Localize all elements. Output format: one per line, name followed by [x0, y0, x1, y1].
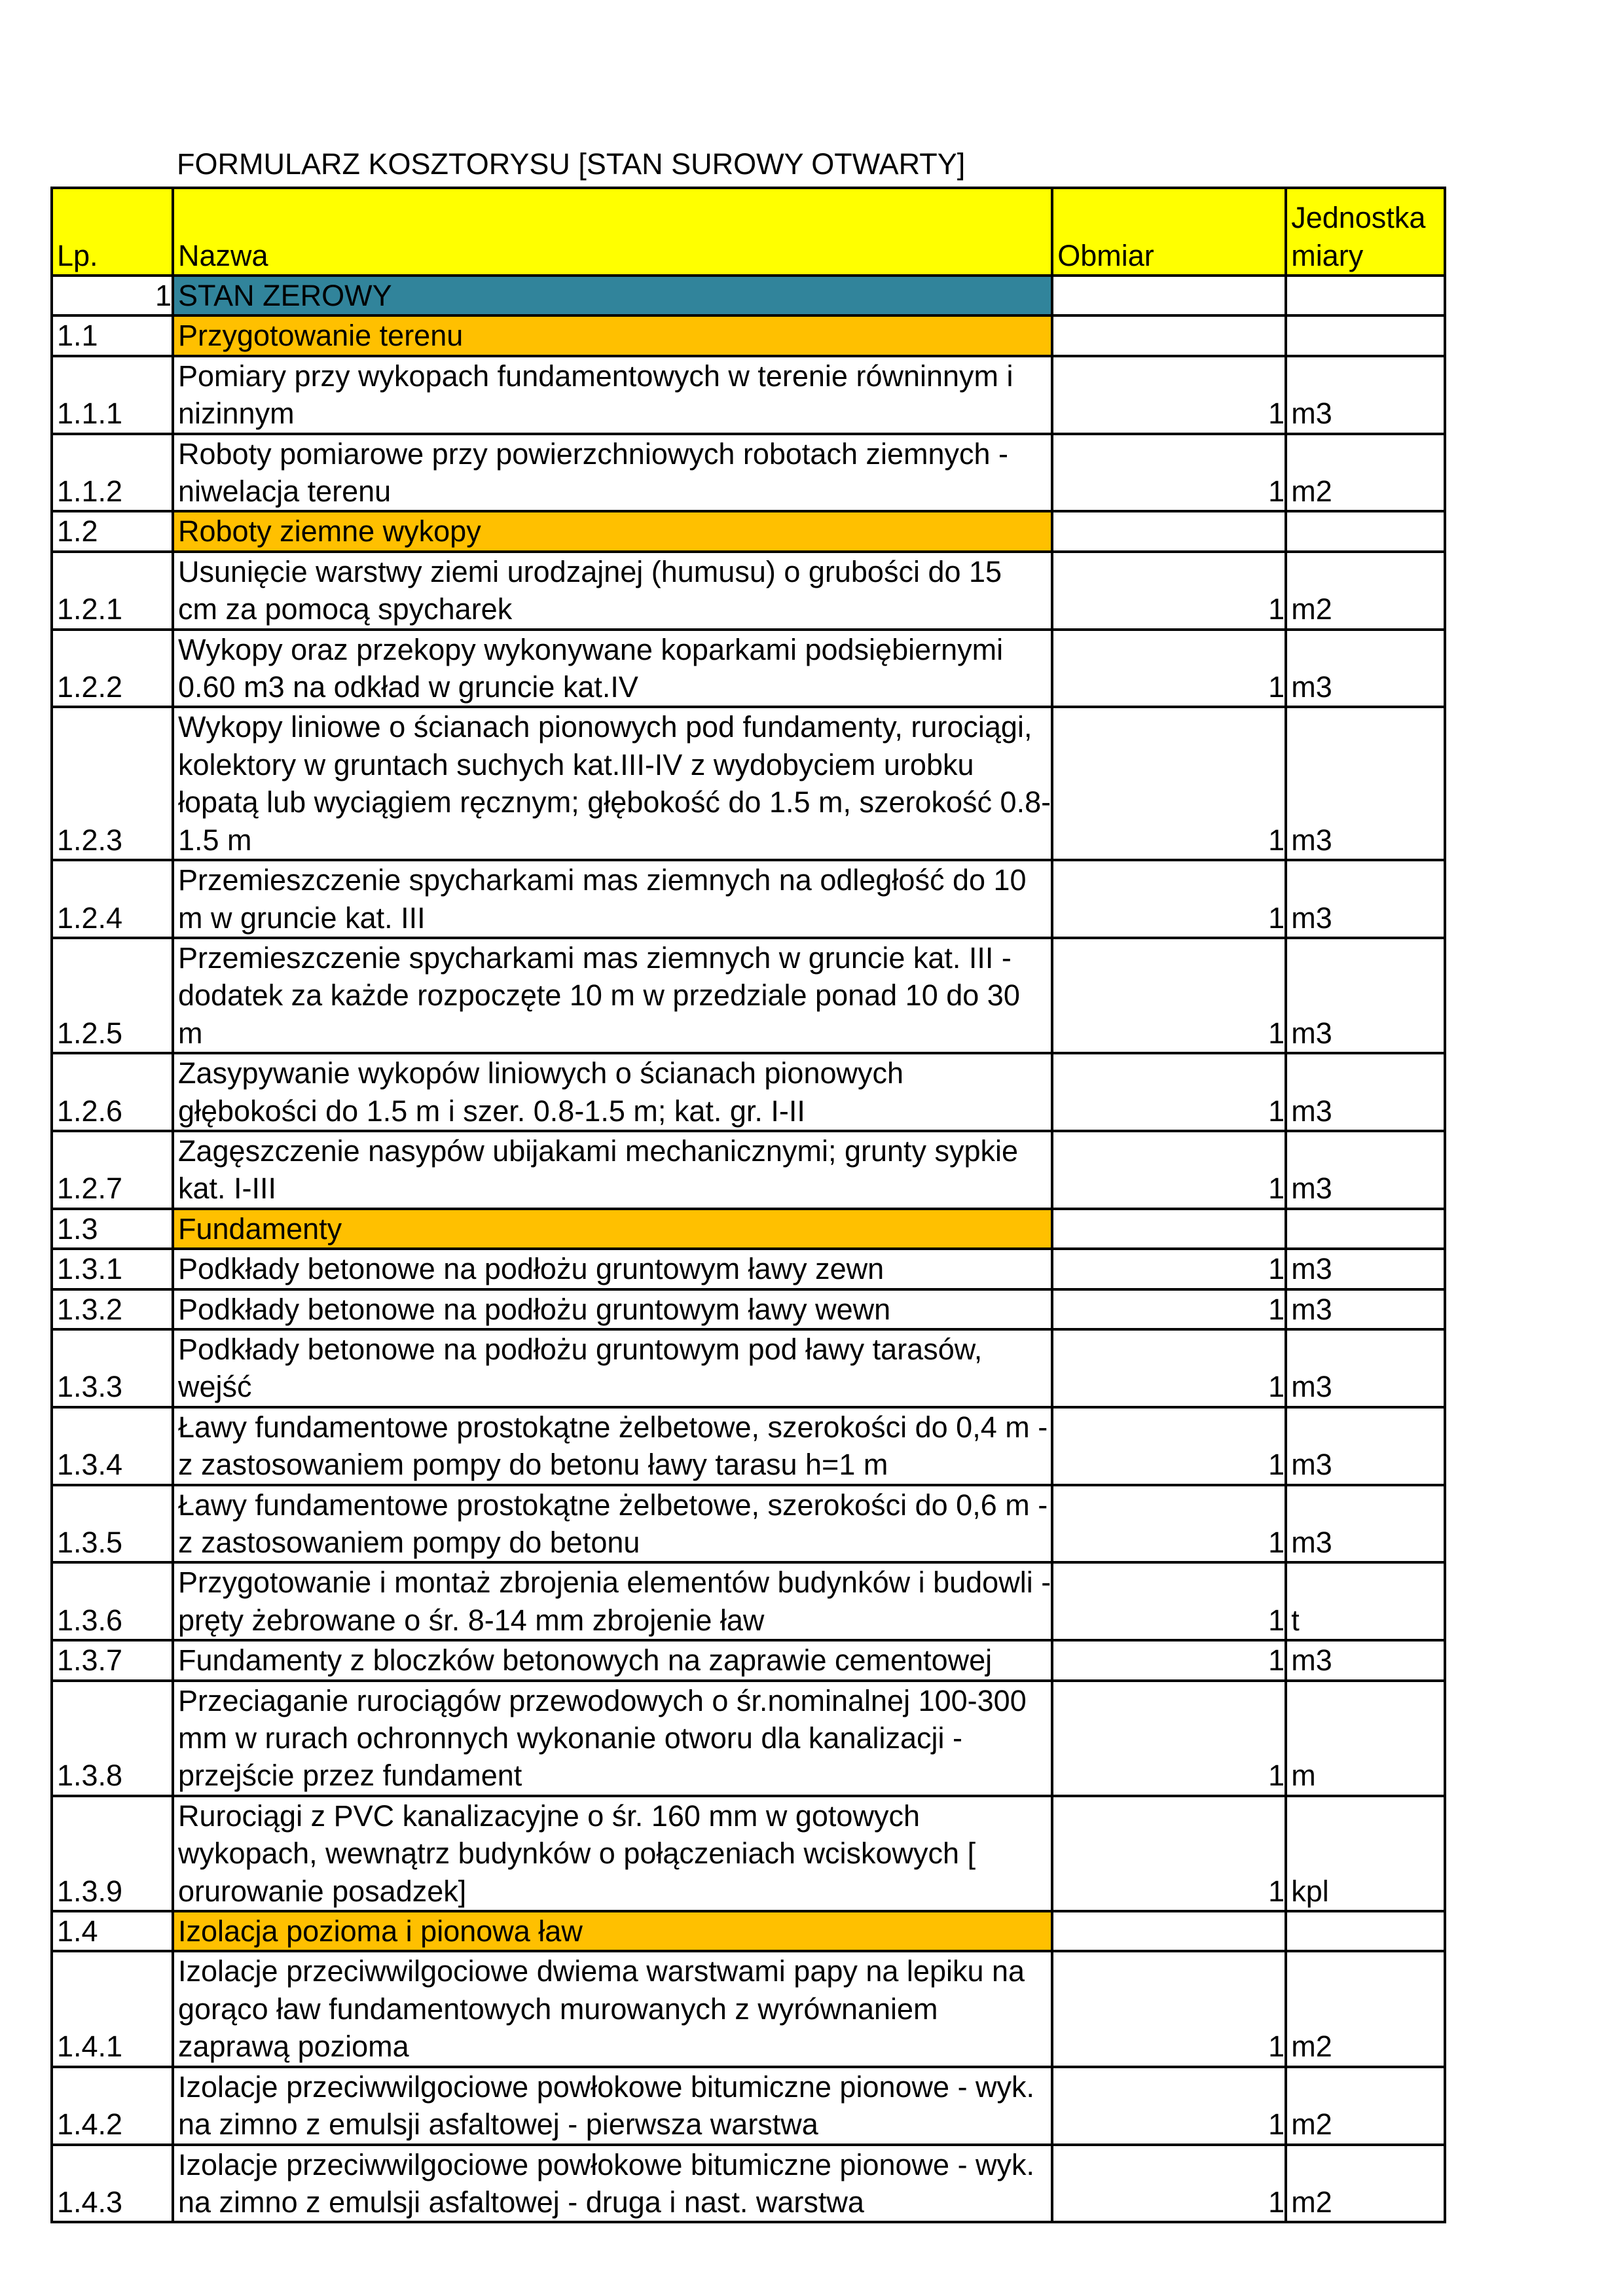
cell-name	[173, 511, 1052, 551]
cell-name	[173, 1681, 1052, 1796]
cell-obmiar: 1	[1052, 707, 1286, 860]
cell-unit: m3	[1286, 1053, 1445, 1131]
document-title: FORMULARZ KOSZTORYSU [STAN SUROWY OTWARTY]	[177, 147, 966, 181]
subsection-row	[52, 511, 1445, 551]
cell-lp: 1.4	[52, 1911, 173, 1951]
subsection-row	[52, 1911, 1445, 1951]
cell-name-line: na zimno z emulsji asfaltowej - pierwsza warstwa	[178, 2108, 818, 2142]
cell-name-line: 1.5 m	[178, 823, 252, 857]
table-row	[52, 1640, 1445, 1680]
cell-name-line: Izolacje przeciwwilgociowe powłokowe bitumiczne pionowe - wyk.	[178, 2147, 1035, 2181]
cell-name	[173, 1053, 1052, 1131]
table-row	[52, 1485, 1445, 1563]
cell-name-line: przejście przez fundament	[178, 1759, 522, 1793]
cell-unit: m2	[1286, 2145, 1445, 2223]
cell-lp: 1.2.4	[52, 860, 173, 938]
cell-name	[173, 1640, 1052, 1680]
cell-name-line: Izolacje przeciwwilgociowe dwiema warstwami papy na lepiku na	[178, 1954, 1025, 1988]
table-row	[52, 552, 1445, 630]
cell-name-line: łopatą lub wyciągiem ręcznym; głębokość do 1.5 m, szerokość 0.8-	[178, 785, 1051, 819]
cell-name-line: Przemieszczenie spycharkami mas ziemnych na odległość do 10	[178, 863, 1027, 897]
cell-name-line: głębokości do 1.5 m i szer. 0.8-1.5 m; kat. gr. I-II	[178, 1094, 805, 1128]
cell-name-line: m	[178, 1016, 203, 1050]
cell-name	[173, 1562, 1052, 1640]
cell-name	[173, 938, 1052, 1053]
cell-unit: m3	[1286, 707, 1445, 860]
cell-lp: 1.3.4	[52, 1407, 173, 1485]
cell-obmiar: 1	[1052, 434, 1286, 512]
cell-name	[173, 276, 1052, 315]
cell-name-line: Zagęszczenie nasypów ubijakami mechanicznymi; grunty sypkie	[178, 1134, 1019, 1168]
cell-name-line: kolektory w gruntach suchych kat.III-IV z wydobyciem urobku	[178, 747, 974, 781]
cell-name-line: na zimno z emulsji asfaltowej - druga i nast. warstwa	[178, 2185, 864, 2219]
cell-name-line: Pomiary przy wykopach fundamentowych w terenie równinnym i	[178, 359, 1013, 393]
cell-name-line: orurowanie posadzek]	[178, 1874, 467, 1908]
cost-estimate-table	[50, 187, 1446, 2223]
table-row	[52, 1407, 1445, 1485]
header-lp: Lp.	[52, 188, 173, 276]
cell-obmiar: 1	[1052, 552, 1286, 630]
cell-name-line: wejść	[178, 1370, 252, 1404]
cell-name-line: Zasypywanie wykopów liniowych o ścianach pionowych	[178, 1056, 904, 1090]
subsection-row	[52, 1209, 1445, 1249]
cell-name-line: Fundamenty	[178, 1211, 342, 1246]
table-row	[52, 1289, 1445, 1329]
table-row	[52, 1951, 1445, 2066]
cell-name	[173, 1911, 1052, 1951]
cell-unit: m3	[1286, 630, 1445, 708]
cell-name-line: z zastosowaniem pompy do betonu ławy tarasu h=1 m	[178, 1448, 888, 1482]
table-row	[52, 860, 1445, 938]
cell-name-line: STAN ZEROWY	[178, 279, 392, 312]
table-header-row	[52, 188, 1445, 276]
cell-lp: 1.4.1	[52, 1951, 173, 2066]
cell-name-line: Izolacja pozioma i pionowa ław	[178, 1914, 583, 1948]
cell-name-line: Fundamenty z bloczków betonowych na zaprawie cementowej	[178, 1643, 993, 1677]
cell-name-line: Wykopy liniowe o ścianach pionowych pod fundamenty, rurociągi,	[178, 710, 1032, 744]
cell-name-line: Przemieszczenie spycharkami mas ziemnych w gruncie kat. III -	[178, 941, 1012, 975]
cell-name-line: mm w rurach ochronnych wykonanie otworu dla kanalizacji -	[178, 1721, 963, 1755]
cell-name-line: Podkłady betonowe na podłożu gruntowym pod ławy tarasów,	[178, 1332, 983, 1366]
header-obmiar: Obmiar	[1052, 188, 1286, 276]
cell-obmiar: 1	[1052, 938, 1286, 1053]
header-unit: Jednostka miary	[1286, 188, 1445, 276]
cell-name-line: gorąco ław fundamentowych murowanych z wyrównaniem	[178, 1992, 938, 2026]
table-row	[52, 707, 1445, 860]
cell-obmiar: 1	[1052, 1131, 1286, 1209]
cell-unit: m3	[1286, 1485, 1445, 1563]
table-row	[52, 1681, 1445, 1796]
cell-name	[173, 860, 1052, 938]
cell-name-line: Roboty ziemne wykopy	[178, 514, 481, 548]
cell-obmiar: 1	[1052, 2067, 1286, 2145]
cell-lp: 1.4.3	[52, 2145, 173, 2223]
table-row	[52, 938, 1445, 1053]
cell-lp: 1.3	[52, 1209, 173, 1249]
cell-obmiar: 1	[1052, 1329, 1286, 1407]
cell-name-line: dodatek za każde rozpoczęte 10 m w przedziale ponad 10 do 30	[178, 978, 1020, 1013]
cell-obmiar: 1	[1052, 1485, 1286, 1563]
cell-unit: m3	[1286, 938, 1445, 1053]
cell-unit	[1286, 276, 1445, 315]
cell-unit: m3	[1286, 1131, 1445, 1209]
cell-obmiar: 1	[1052, 1289, 1286, 1329]
cell-obmiar	[1052, 276, 1286, 315]
cell-unit: m3	[1286, 356, 1445, 434]
cell-unit: m3	[1286, 1329, 1445, 1407]
cell-name-line: niwelacja terenu	[178, 475, 392, 509]
cell-lp: 1.3.9	[52, 1796, 173, 1911]
cell-name	[173, 1407, 1052, 1485]
cell-name	[173, 1209, 1052, 1249]
cell-name-line: 0.60 m3 na odkład w gruncie kat.IV	[178, 670, 638, 704]
table-row	[52, 356, 1445, 434]
cell-name	[173, 707, 1052, 860]
cell-name	[173, 1796, 1052, 1911]
cell-obmiar: 1	[1052, 1249, 1286, 1289]
cell-lp: 1.3.3	[52, 1329, 173, 1407]
cell-lp: 1.4.2	[52, 2067, 173, 2145]
cell-obmiar: 1	[1052, 1640, 1286, 1680]
cell-name-line: pręty żebrowane o śr. 8-14 mm zbrojenie ław	[178, 1603, 765, 1637]
cell-lp: 1.2.3	[52, 707, 173, 860]
cell-name	[173, 1951, 1052, 2066]
cell-name-line: Przygotowanie terenu	[178, 319, 464, 353]
cell-unit: m2	[1286, 2067, 1445, 2145]
cell-unit: m3	[1286, 1640, 1445, 1680]
cell-obmiar	[1052, 1911, 1286, 1951]
cell-unit	[1286, 511, 1445, 551]
table-row	[52, 1249, 1445, 1289]
cell-obmiar: 1	[1052, 1407, 1286, 1485]
cell-lp: 1.2	[52, 511, 173, 551]
cell-obmiar: 1	[1052, 630, 1286, 708]
cell-name	[173, 2145, 1052, 2223]
cell-unit	[1286, 1911, 1445, 1951]
cell-unit: m3	[1286, 1249, 1445, 1289]
cell-lp: 1.3.2	[52, 1289, 173, 1329]
cell-name-line: Podkłady betonowe na podłożu gruntowym ławy zewn	[178, 1252, 884, 1286]
cell-obmiar	[1052, 511, 1286, 551]
cell-obmiar: 1	[1052, 356, 1286, 434]
cell-lp: 1.2.1	[52, 552, 173, 630]
table-row	[52, 1131, 1445, 1209]
cell-unit: m	[1286, 1681, 1445, 1796]
cell-obmiar: 1	[1052, 2145, 1286, 2223]
cell-lp: 1.3.8	[52, 1681, 173, 1796]
cell-unit	[1286, 1209, 1445, 1249]
cell-name-line: Roboty pomiarowe przy powierzchniowych robotach ziemnych -	[178, 437, 1009, 471]
cell-name	[173, 1329, 1052, 1407]
table-row	[52, 630, 1445, 708]
cell-name	[173, 2067, 1052, 2145]
cell-obmiar	[1052, 1209, 1286, 1249]
cell-obmiar: 1	[1052, 1562, 1286, 1640]
cell-name-line: Przygotowanie i montaż zbrojenia elementów budynków i budowli -	[178, 1566, 1051, 1600]
cell-unit: m2	[1286, 552, 1445, 630]
cell-lp: 1.3.5	[52, 1485, 173, 1563]
cell-name	[173, 630, 1052, 708]
cell-name-line: z zastosowaniem pompy do betonu	[178, 1526, 640, 1559]
table-row	[52, 1329, 1445, 1407]
cell-obmiar: 1	[1052, 860, 1286, 938]
cell-lp: 1.3.1	[52, 1249, 173, 1289]
cell-name	[173, 1249, 1052, 1289]
cell-unit: m2	[1286, 434, 1445, 512]
cell-name	[173, 356, 1052, 434]
subsection-row	[52, 315, 1445, 355]
cell-lp: 1.1.2	[52, 434, 173, 512]
cell-lp: 1.2.6	[52, 1053, 173, 1131]
cell-unit: m2	[1286, 1951, 1445, 2066]
cell-name-line: Izolacje przeciwwilgociowe powłokowe bitumiczne pionowe - wyk.	[178, 2070, 1035, 2104]
cell-unit: m3	[1286, 1289, 1445, 1329]
section-row	[52, 276, 1445, 315]
cell-name-line: cm za pomocą spycharek	[178, 592, 513, 626]
cell-name-line: Ławy fundamentowe prostokątne żelbetowe, szerokości do 0,6 m -	[178, 1488, 1048, 1522]
table-row	[52, 1796, 1445, 1911]
cell-name-line: Rurociągi z PVC kanalizacyjne o śr. 160 mm w gotowych	[178, 1799, 920, 1833]
table-row	[52, 1562, 1445, 1640]
table-row	[52, 2067, 1445, 2145]
table-row	[52, 1053, 1445, 1131]
cell-name-line: Ławy fundamentowe prostokątne żelbetowe, szerokości do 0,4 m -	[178, 1410, 1048, 1444]
cell-lp: 1	[52, 276, 173, 315]
cell-obmiar: 1	[1052, 1681, 1286, 1796]
table-row	[52, 2145, 1445, 2223]
cell-name-line: zaprawą pozioma	[178, 2030, 409, 2064]
cell-unit: m3	[1286, 860, 1445, 938]
cell-name-line: m w gruncie kat. III	[178, 901, 426, 935]
cell-unit: t	[1286, 1562, 1445, 1640]
cell-unit	[1286, 315, 1445, 355]
cell-obmiar: 1	[1052, 1951, 1286, 2066]
cell-name-line: Wykopy oraz przekopy wykonywane koparkami podsiębiernymi	[178, 632, 1004, 666]
cell-lp: 1.3.6	[52, 1562, 173, 1640]
cell-unit: m3	[1286, 1407, 1445, 1485]
cell-name	[173, 434, 1052, 512]
cell-name-line: Usunięcie warstwy ziemi urodzajnej (humusu) o grubości do 15	[178, 554, 1002, 588]
cell-unit: kpl	[1286, 1796, 1445, 1911]
cell-name-line: wykopach, wewnątrz budynków o połączeniach wciskowych [	[178, 1837, 976, 1871]
cell-lp: 1.2.7	[52, 1131, 173, 1209]
cell-name	[173, 1131, 1052, 1209]
cell-name-line: Podkłady betonowe na podłożu gruntowym ławy wewn	[178, 1292, 891, 1326]
cell-name	[173, 1289, 1052, 1329]
cell-name	[173, 552, 1052, 630]
cell-name	[173, 315, 1052, 355]
cell-lp: 1.3.7	[52, 1640, 173, 1680]
cell-obmiar: 1	[1052, 1796, 1286, 1911]
cell-lp: 1.2.5	[52, 938, 173, 1053]
cell-lp: 1.2.2	[52, 630, 173, 708]
cell-obmiar	[1052, 315, 1286, 355]
cell-lp: 1.1	[52, 315, 173, 355]
cell-name-line: kat. I-III	[178, 1172, 277, 1206]
cell-name	[173, 1485, 1052, 1563]
cell-obmiar: 1	[1052, 1053, 1286, 1131]
header-name: Nazwa	[173, 188, 1052, 276]
cell-name-line: nizinnym	[178, 397, 295, 431]
table-row	[52, 434, 1445, 512]
cell-lp: 1.1.1	[52, 356, 173, 434]
cell-name-line: Przeciaganie rurociągów przewodowych o śr.nominalnej 100-300	[178, 1683, 1027, 1717]
